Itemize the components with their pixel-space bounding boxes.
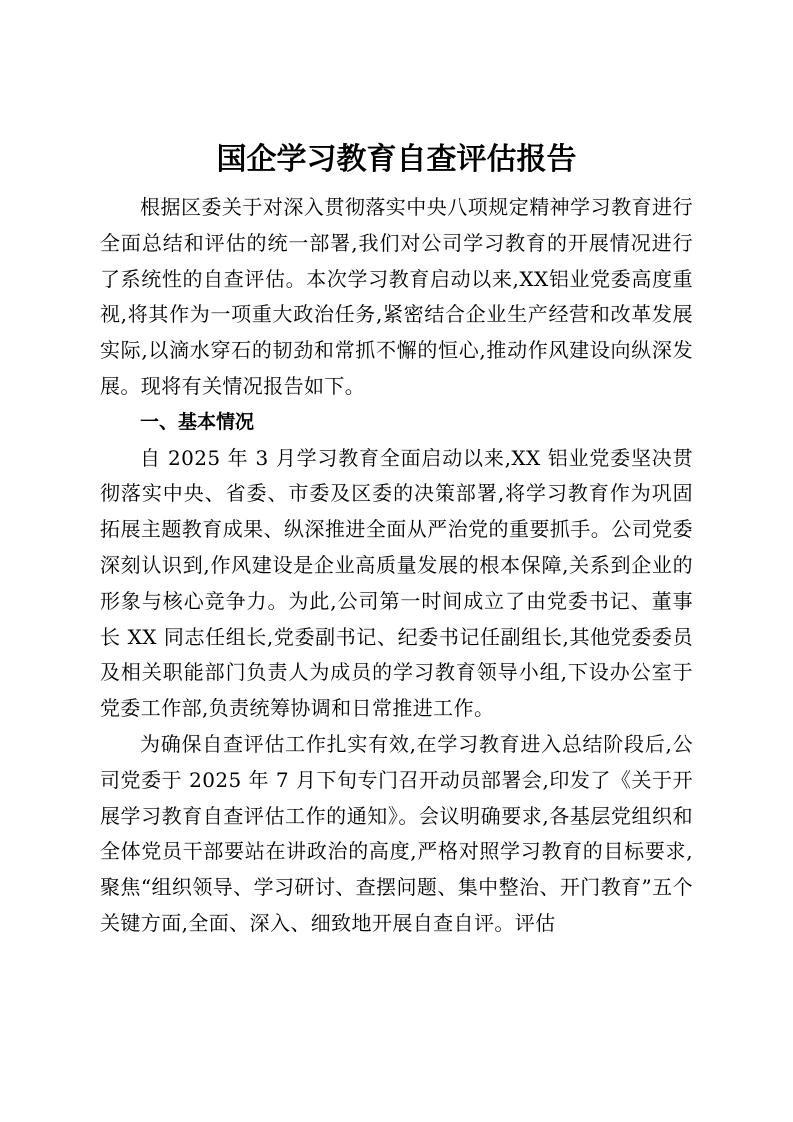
document-body <box>100 190 693 942</box>
section-heading-basic-situation: 一、基本情况 <box>140 410 255 433</box>
body-paragraph: 自 2025 年 3 月学习教育全面启动以来,XX 铝业党委坚决贯彻落实中央、省委、市委及区委的决策部署,将学习教育作为巩固拓展主题教育成果、纵深推进全面从严治党的重要抓手。公司党委深刻认识到,作风建设是企业高质量发展的根本保障,关系到企业的形象与核心竞争力。为此,公司第一时间成立了由党委书记、董事长 XX 同志任组长,党委副书记、纪委书记任副组长,其他党委委员及相关职能部门负责人为成员的学习教育领导小组,下设办公室于党委工作部,负责统筹协调和日常推进工作。 <box>100 445 693 721</box>
body-paragraph: 为确保自查评估工作扎实有效,在学习教育进入总结阶段后,公司党委于 2025 年 7 月下旬专门召开动员部署会,印发了《关于开展学习教育自查评估工作的通知》。会议明确要求,各基层党组织和全体党员干部要站在讲政治的高度,严格对照学习教育的目标要求,聚焦“组织领导、学习研讨、查摆问题、集中整治、开门教育”五个关键方面,全面、深入、细致地开展自查自评。评估 <box>100 731 693 935</box>
intro-paragraph: 根据区委关于对深入贯彻落实中央八项规定精神学习教育进行全面总结和评估的统一部署,我们对公司学习教育的开展情况进行了系统性的自查评估。本次学习教育启动以来,XX铝业党委高度重视,将其作为一项重大政治任务,紧密结合企业生产经营和改革发展实际,以滴水穿石的韧劲和常抓不懈的恒心,推动作风建设向纵深发展。现将有关情况报告如下。 <box>100 195 693 398</box>
document-title: 国企学习教育自查评估报告 <box>216 142 577 177</box>
